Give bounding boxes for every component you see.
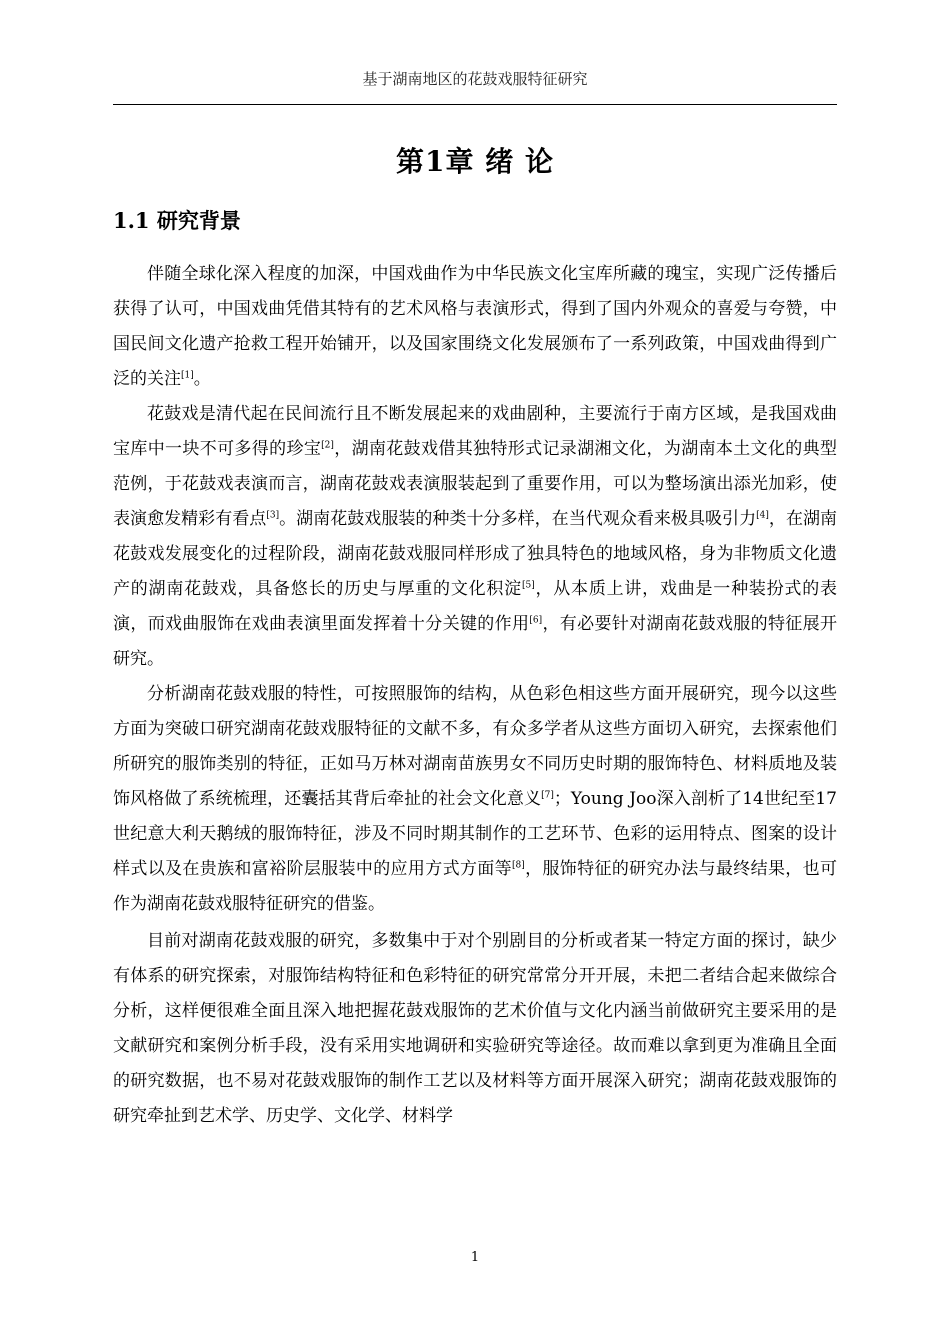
- body-text: [113, 257, 837, 1134]
- citation-ref: [1]: [181, 370, 194, 381]
- header-rule: [113, 104, 837, 105]
- citation-ref: [4]: [756, 510, 769, 521]
- text-run: 。: [193, 369, 211, 389]
- text-run: ，有必要针对湖南花鼓戏服的特征展开研究。: [113, 614, 838, 669]
- text-run: ，从本质上讲，戏曲是一种装扮式的表演，而戏曲服饰在戏曲表演里面发挥着十分关键的作用: [113, 579, 837, 634]
- citation-ref: [2]: [321, 440, 334, 451]
- text-run: ，湖南花鼓戏借其独特形式记录湖湘文化，为湖南本土文化的典型范例，于花鼓戏表演而言，湖南花鼓戏表演服装起到了重要作用，可以为整场演出添光加彩，使表演愈发精彩有看点: [113, 439, 837, 529]
- text-run: ，服饰特征的研究办法与最终结果，也可作为湖南花鼓戏服特征研究的借鉴。: [113, 859, 838, 914]
- paragraph-4: [113, 924, 837, 1134]
- paragraph-1: [113, 257, 837, 397]
- section-title: 1.1 研究背景: [113, 208, 241, 233]
- citation-ref: [6]: [529, 615, 543, 626]
- text-run: 分析湖南花鼓戏服的特性，可按照服饰的结构，从色彩色相这些方面开展研究，现今以这些方面为突破口研究湖南花鼓戏服特征的文献不多，有众多学者从这些方面切入研究，去探索他们所研究的服饰类别的特征，正如马万林对湖南苗族男女不同历史时期的服饰特色、材料质地及装饰风格做了系统梳理，还囊括其背后牵扯的社会文化意义: [113, 684, 837, 809]
- chapter-title: 第1章 绪 论: [396, 145, 554, 178]
- citation-ref: [8]: [512, 860, 525, 871]
- text-run: 伴随全球化深入程度的加深，中国戏曲作为中华民族文化宝库所藏的瑰宝，实现广泛传播后获得了认可，中国戏曲凭借其特有的艺术风格与表演形式，得到了国内外观众的喜爱与夸赞，中国民间文化遗产抢救工程开始铺开，以及国家围绕文化发展颁布了一系列政策，中国戏曲得到广泛的关注: [113, 264, 837, 389]
- paragraph-2: [113, 397, 837, 677]
- text-run: 。湖南花鼓戏服装的种类十分多样，在当代观众看来极具吸引力: [279, 509, 757, 529]
- citation-ref: [3]: [266, 510, 280, 521]
- text-run: 花鼓戏是清代起在民间流行且不断发展起来的戏曲剧种，主要流行于南方区域，是我国戏曲宝库中一块不可多得的珍宝: [113, 404, 837, 459]
- citation-ref: [5]: [521, 580, 535, 591]
- running-header: 基于湖南地区的花鼓戏服特征研究: [362, 70, 588, 88]
- page-number: 1: [470, 1250, 480, 1265]
- citation-ref: [7]: [541, 790, 554, 801]
- text-run: ；Young Joo深入剖析了14世纪至17世纪意大利天鹅绒的服饰特征，涉及不同时期其制作的工艺环节、色彩的运用特点、图案的设计样式以及在贵族和富裕阶层服装中的应用方式方面等: [113, 789, 838, 879]
- paragraph-3: [113, 677, 837, 922]
- text-run: ，在湖南花鼓戏发展变化的过程阶段，湖南花鼓戏服同样形成了独具特色的地域风格，身为非物质文化遗产的湖南花鼓戏，具备悠长的历史与厚重的文化积淀: [113, 509, 838, 599]
- text-run: 目前对湖南花鼓戏服的研究，多数集中于对个别剧目的分析或者某一特定方面的探讨，缺少有体系的研究探索，对服饰结构特征和色彩特征的研究常常分开开展，未把二者结合起来做综合分析，这样便很难全面且深入地把握花鼓戏服饰的艺术价值与文化内涵当前做研究主要采用的是文献研究和案例分析手段，没有采用实地调研和实验研究等途径。故而难以拿到更为准确且全面的研究数据，也不易对花鼓戏服饰的制作工艺以及材料等方面开展深入研究；湖南花鼓戏服饰的研究牵扯到艺术学、历史学、文化学、材料学: [113, 931, 837, 1126]
